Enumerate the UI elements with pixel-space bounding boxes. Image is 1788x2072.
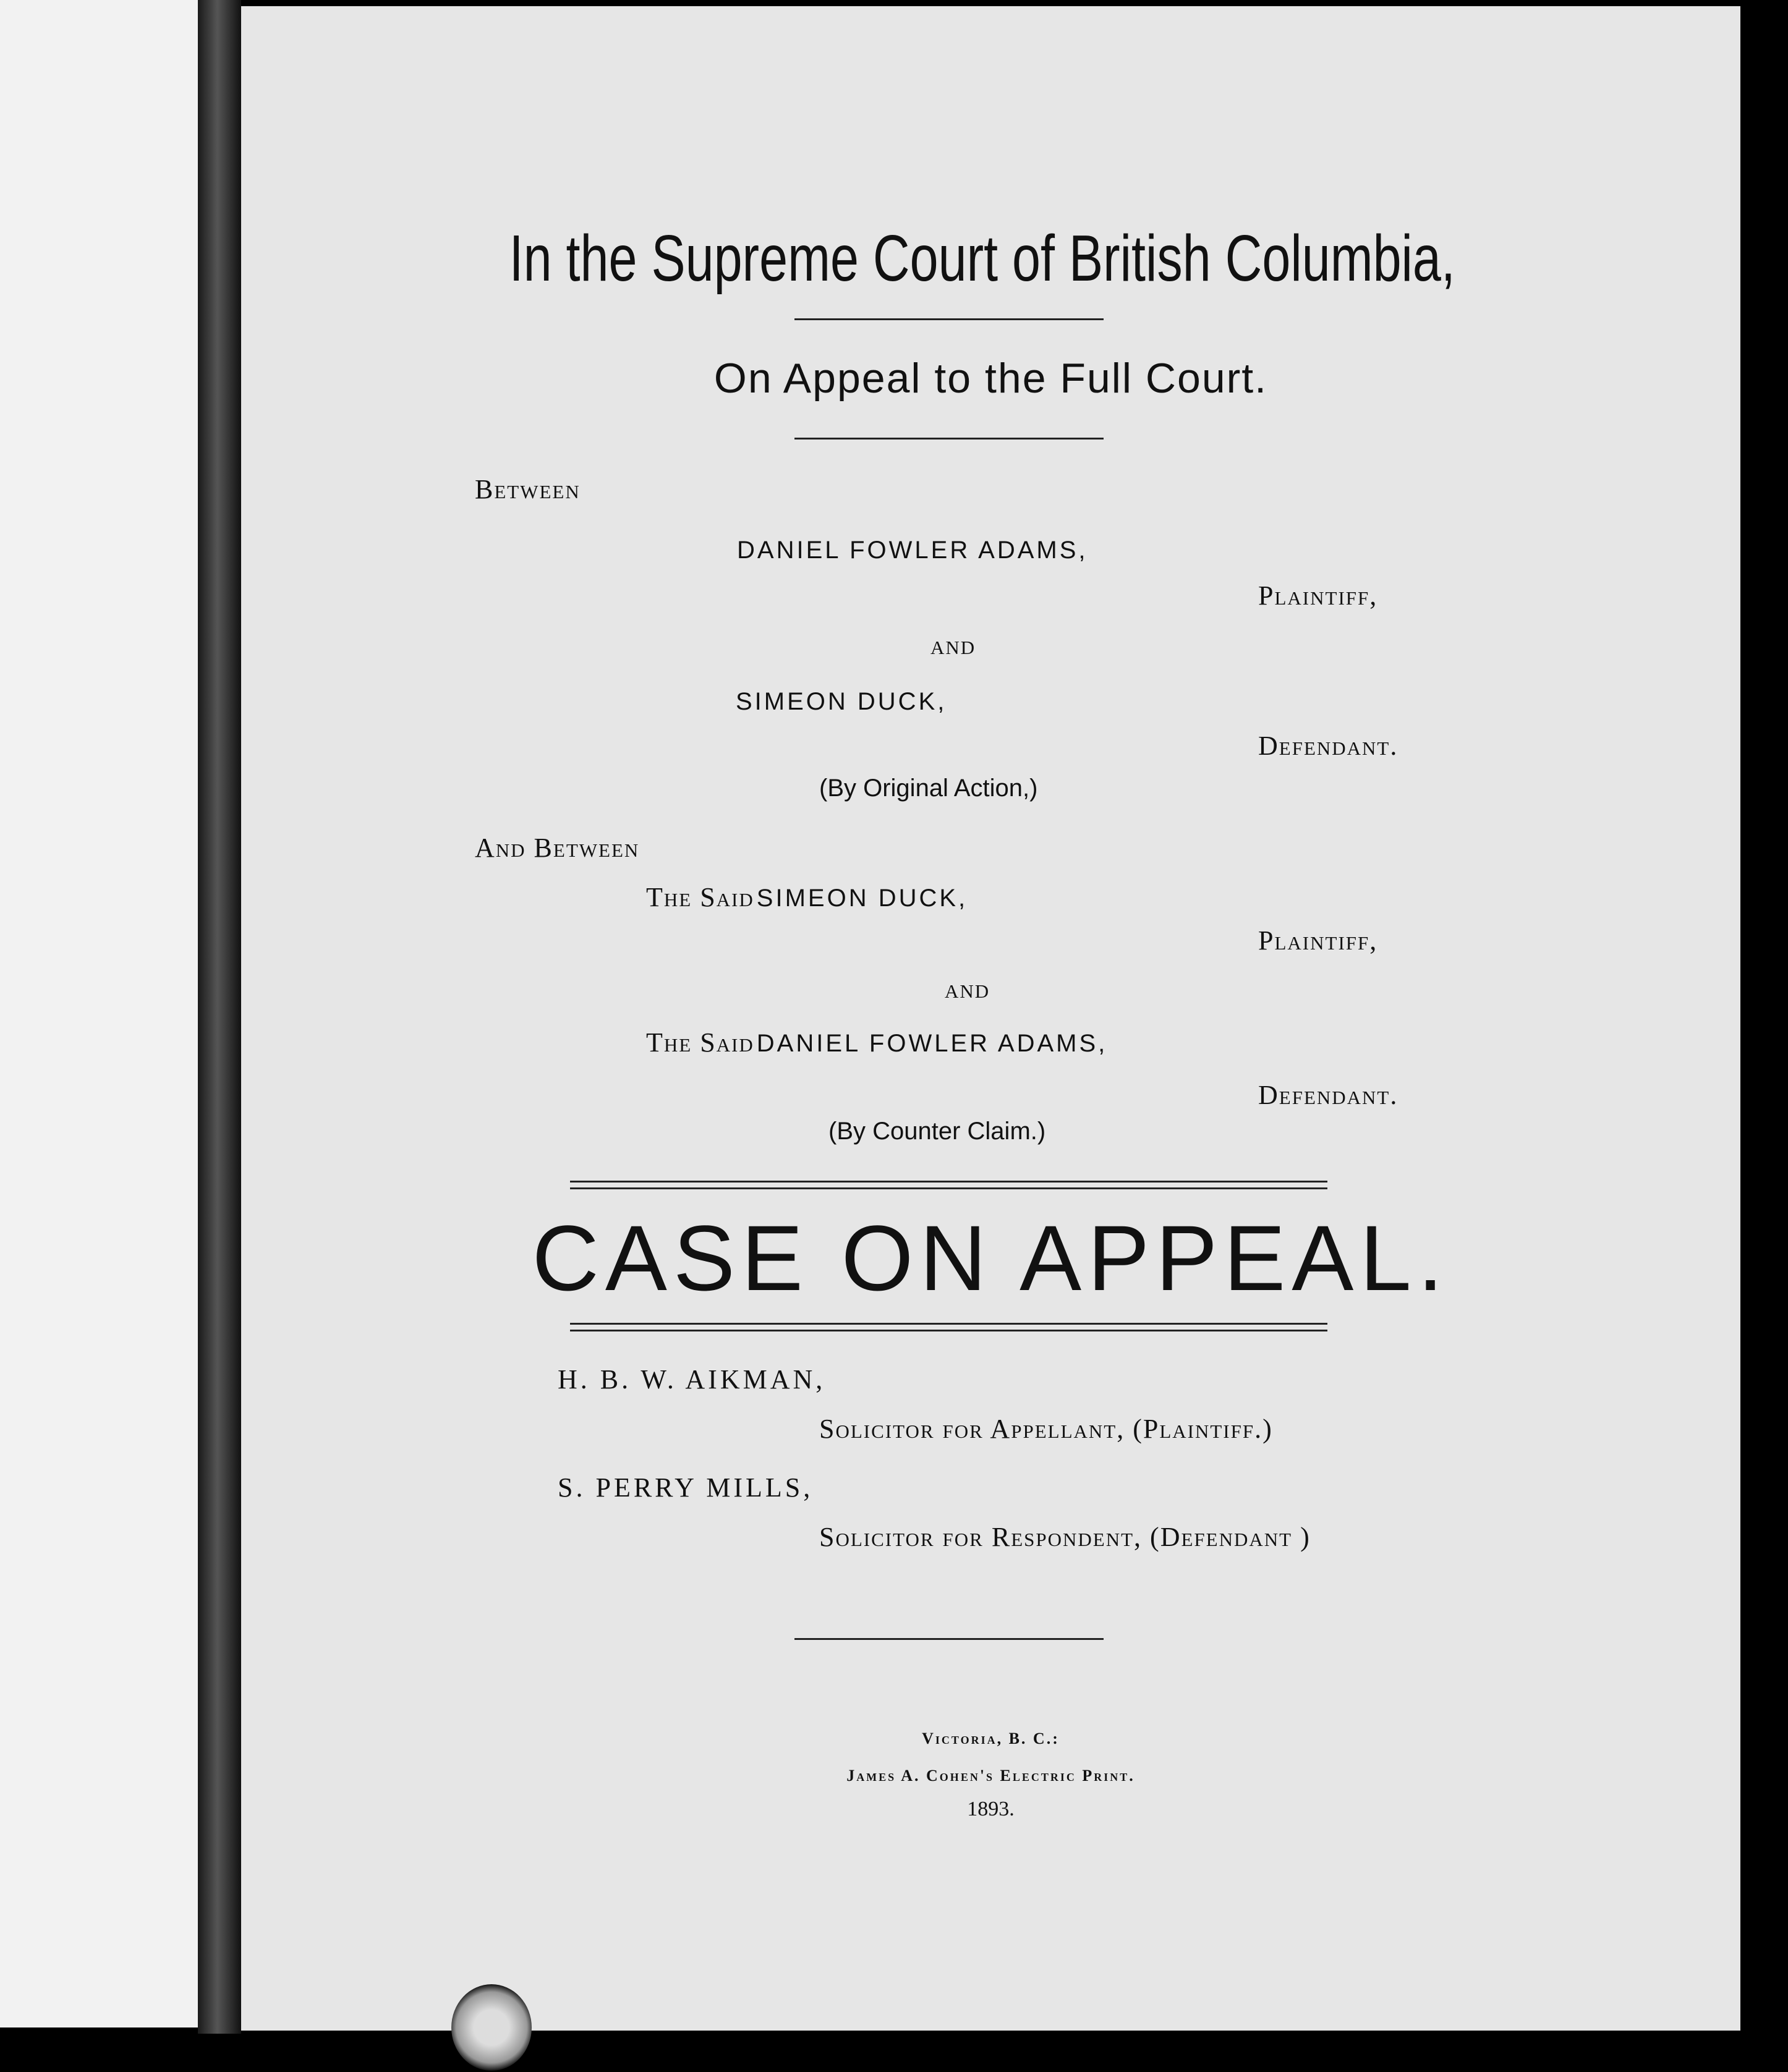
role-defendant-1: Defendant.	[1258, 731, 1398, 761]
appeal-subheading: On Appeal to the Full Court.	[713, 355, 1268, 402]
court-heading: In the Supreme Court of British Columbia,	[509, 222, 1455, 295]
note-original-action: (By Original Action,)	[819, 775, 1038, 802]
party-name: DANIEL FOWLER ADAMS,	[756, 1030, 1108, 1057]
double-rule-bottom	[570, 1323, 1327, 1331]
case-title: CASE ON APPEAL.	[532, 1206, 1450, 1310]
book-binding	[198, 0, 241, 2034]
rule-1	[794, 318, 1104, 320]
the-said-prefix: The Said	[646, 1027, 754, 1058]
and-label-1: and	[930, 630, 976, 660]
solicitor-respondent-role: Solicitor for Respondent, (Defendant )	[819, 1522, 1311, 1552]
role-defendant-2: Defendant.	[1258, 1080, 1398, 1110]
paper-blemish	[451, 1984, 532, 2071]
party-adams-counter	[646, 1029, 1107, 1056]
imprint-year: 1893.	[967, 1798, 1015, 1820]
and-between-label: And Between	[475, 833, 640, 863]
facing-page-edge	[0, 0, 198, 2027]
solicitor-mills: S. PERRY MILLS,	[558, 1472, 814, 1503]
solicitor-aikman: H. B. W. AIKMAN,	[558, 1364, 826, 1395]
rule-3	[794, 1638, 1104, 1640]
party-duck-counter	[646, 884, 968, 911]
and-label-2: and	[945, 974, 990, 1004]
role-plaintiff-1: Plaintiff,	[1258, 580, 1378, 611]
solicitor-appellant-role: Solicitor for Appellant, (Plaintiff.)	[819, 1414, 1273, 1444]
party-duck: SIMEON DUCK,	[736, 688, 947, 715]
note-counter-claim: (By Counter Claim.)	[828, 1118, 1046, 1145]
party-adams: DANIEL FOWLER ADAMS,	[737, 537, 1088, 564]
imprint-place: Victoria, B. C.:	[922, 1730, 1060, 1747]
role-plaintiff-2: Plaintiff,	[1258, 925, 1378, 956]
title-page	[241, 6, 1740, 2031]
imprint-printer: James A. Cohen's Electric Print.	[846, 1767, 1135, 1785]
rule-2	[794, 438, 1104, 439]
double-rule-top	[570, 1181, 1327, 1189]
between-label: Between	[475, 474, 581, 504]
the-said-prefix: The Said	[646, 882, 754, 912]
party-name: SIMEON DUCK,	[756, 885, 968, 912]
